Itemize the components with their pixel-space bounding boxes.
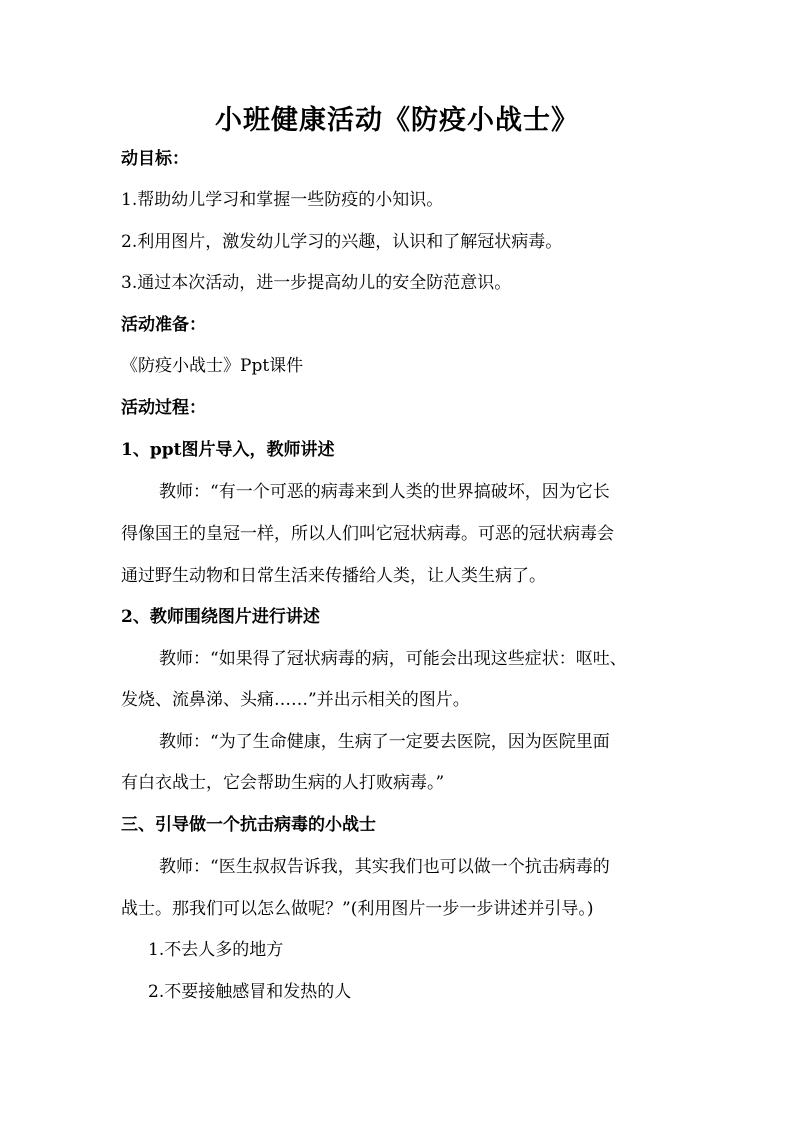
preparation-text: 《防疫小战士》Ppt课件: [121, 356, 304, 376]
goals-heading: 动目标：: [121, 149, 189, 169]
step1-line-1: 教师：“有一个可恶的病毒来到人类的世界搞破坏，因为它长: [159, 482, 610, 502]
step1-heading: 1、ppt图片导入，教师讲述: [121, 440, 335, 460]
step2-line-3: 教师：“为了生命健康，生病了一定要去医院，因为医院里面: [159, 732, 610, 752]
step1-line-2: 得像国王的皇冠一样，所以人们叫它冠状病毒。可恶的冠状病毒会: [121, 524, 614, 544]
goal-item-3: 3.通过本次活动，进一步提高幼儿的安全防范意识。: [121, 273, 512, 293]
step3-line-1: 教师：“医生叔叔告诉我，其实我们也可以做一个抗击病毒的: [159, 857, 610, 877]
step1-line-3: 通过野生动物和日常生活来传播给人类，让人类生病了。: [121, 566, 546, 586]
goal-item-1: 1.帮助幼儿学习和掌握一些防疫的小知识。: [121, 190, 444, 210]
step2-line-1: 教师：“如果得了冠状病毒的病，可能会出现这些症状：呕吐、: [159, 649, 627, 669]
process-heading: 活动过程：: [121, 398, 206, 418]
step3-item-2: 2.不要接触感冒和发热的人: [148, 982, 352, 1002]
goal-item-2: 2.利用图片，激发幼儿学习的兴趣，认识和了解冠状病毒。: [121, 232, 563, 252]
step3-heading: 三、引导做一个抗击病毒的小战士: [121, 815, 376, 835]
document-title: 小班健康活动《防疫小战士》: [215, 105, 579, 136]
step2-heading: 2、教师围绕图片进行讲述: [121, 607, 320, 627]
preparation-heading: 活动准备：: [121, 315, 206, 335]
step3-line-2: 战士。那我们可以怎么做呢？”(利用图片一步一步讲述并引导。): [121, 899, 594, 919]
step3-item-1: 1.不去人多的地方: [148, 940, 284, 960]
step2-line-4: 有白衣战士，它会帮助生病的人打败病毒。”: [121, 773, 445, 793]
step2-line-2: 发烧、流鼻涕、头痛……”并出示相关的图片。: [121, 690, 470, 710]
